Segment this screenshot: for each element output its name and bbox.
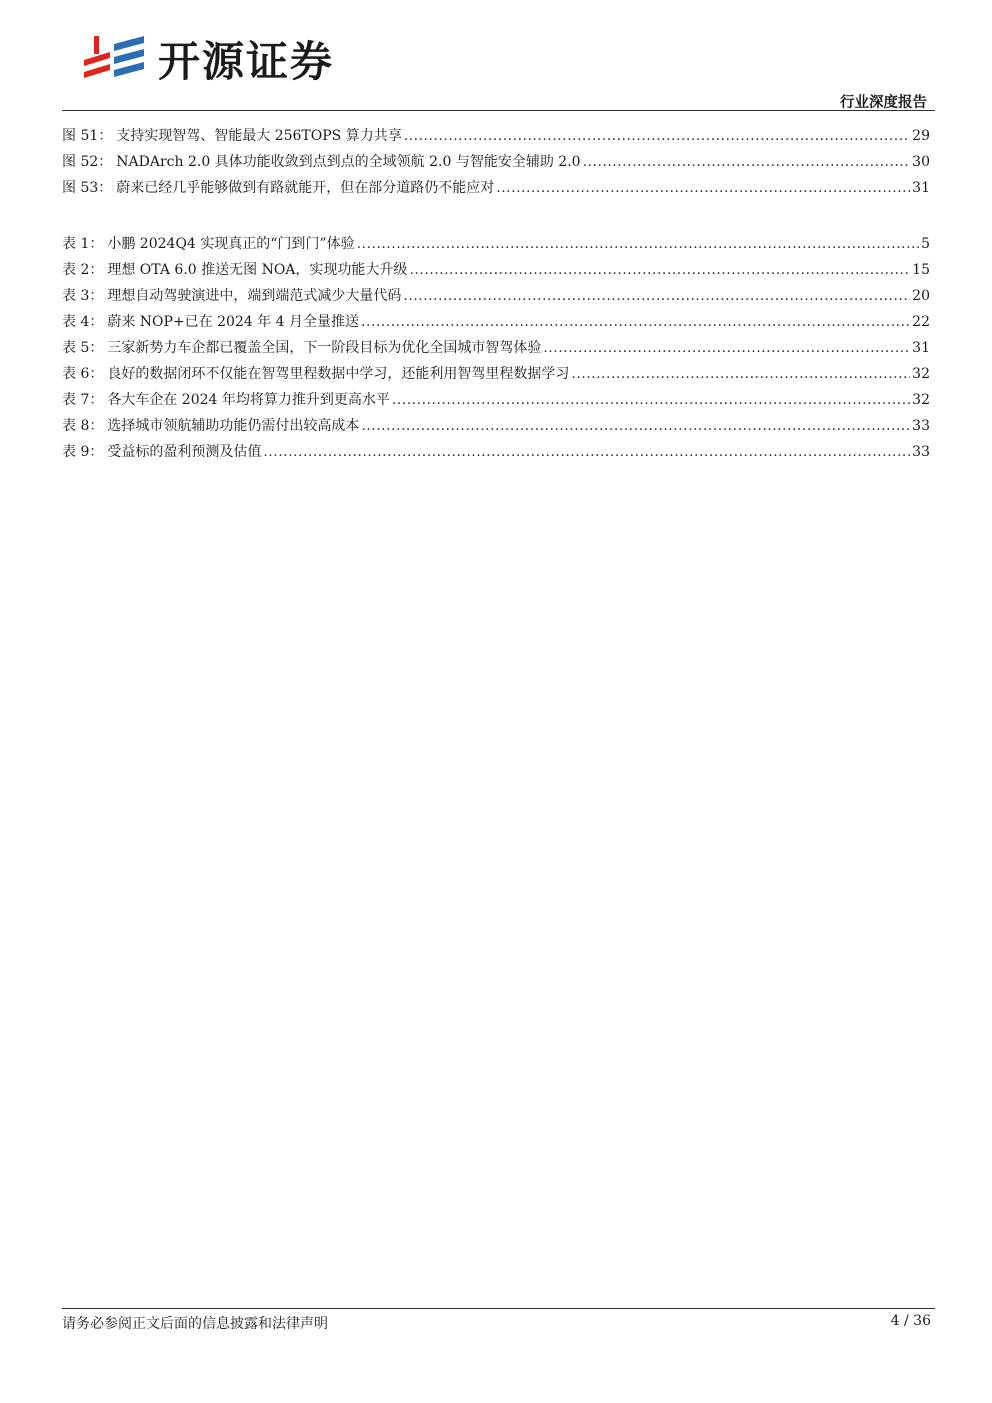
toc-prefix: 表 4： [62,314,104,330]
toc-page-number: 5 [921,236,930,252]
figures-toc [62,123,930,201]
toc-prefix: 表 6： [62,366,104,382]
toc-prefix: 图 51： [62,128,113,144]
toc-leader-dots [357,231,919,257]
toc-leader-dots [404,123,910,149]
toc-row[interactable] [62,387,930,413]
toc-page-number: 15 [912,262,930,278]
toc-title: 受益标的盈利预测及估值 [107,444,262,460]
toc-title: 各大车企在 2024 年均将算力推升到更高水平 [107,392,390,408]
toc-row[interactable] [62,231,930,257]
toc-leader-dots [496,175,910,201]
toc-page-number: 33 [912,418,930,434]
toc-leader-dots [361,309,910,335]
toc-row[interactable] [62,175,930,201]
footer-disclaimer: 请务必参阅正文后面的信息披露和法律声明 [62,1316,328,1332]
toc-title: 小鹏 2024Q4 实现真正的“门到门”体验 [107,236,355,252]
toc-leader-dots [409,257,910,283]
toc-row[interactable] [62,335,930,361]
toc-page-number: 29 [912,128,930,144]
toc-title: 蔚来已经几乎能够做到有路就能开，但在部分道路仍不能应对 [116,180,495,196]
toc-leader-dots [392,387,910,413]
toc-row[interactable] [62,413,930,439]
toc-title: 三家新势力车企都已覆盖全国，下一阶段目标为优化全国城市智驾体验 [107,340,542,356]
toc-prefix: 图 52： [62,154,113,170]
toc-row[interactable] [62,361,930,387]
toc-prefix: 表 7： [62,392,104,408]
toc-prefix: 图 53： [62,180,113,196]
toc-title: NADArch 2.0 具体功能收敛到点到点的全域领航 2.0 与智能安全辅助 2.0 [116,154,581,170]
toc-title: 理想 OTA 6.0 推送无图 NOA，实现功能大升级 [107,262,408,278]
toc-row[interactable] [62,149,930,175]
tables-toc [62,231,930,465]
toc-page-number: 33 [912,444,930,460]
header-divider [62,110,935,111]
toc-title: 蔚来 NOP+已在 2024 年 4 月全量推送 [107,314,360,330]
footer-divider [62,1308,935,1309]
toc-leader-dots [543,335,910,361]
toc-prefix: 表 9： [62,444,104,460]
toc-row[interactable] [62,309,930,335]
toc-page-number: 32 [912,366,930,382]
toc-title: 支持实现智驾、智能最大 256TOPS 算力共享 [116,128,402,144]
toc-leader-dots [403,283,910,309]
toc-leader-dots [583,149,911,175]
toc-prefix: 表 8： [62,418,104,434]
toc-leader-dots [263,439,910,465]
toc-prefix: 表 3： [62,288,104,304]
toc-page-number: 22 [912,314,930,330]
toc-prefix: 表 5： [62,340,104,356]
toc-page-number: 31 [912,340,930,356]
toc-title: 理想自动驾驶演进中，端到端范式减少大量代码 [107,288,402,304]
brand-mark-icon [80,30,150,88]
brand-name: 开源证券 [158,37,335,86]
toc-row[interactable] [62,257,930,283]
toc-leader-dots [571,361,910,387]
report-type-label: 行业深度报告 [840,95,927,111]
toc-page-number: 32 [912,392,930,408]
toc-title: 选择城市领航辅助功能仍需付出较高成本 [107,418,360,434]
toc-leader-dots [361,413,910,439]
toc-row[interactable] [62,439,930,465]
footer-page-number: 4 / 36 [890,1313,931,1329]
toc-prefix: 表 1： [62,236,104,252]
toc-row[interactable] [62,123,930,149]
toc-page-number: 30 [912,154,930,170]
toc-page-number: 31 [912,180,930,196]
toc-row[interactable] [62,283,930,309]
toc-prefix: 表 2： [62,262,104,278]
toc-page-number: 20 [912,288,930,304]
toc-title: 良好的数据闭环不仅能在智驾里程数据中学习，还能利用智驾里程数据学习 [107,366,570,382]
brand-logo [80,30,334,88]
